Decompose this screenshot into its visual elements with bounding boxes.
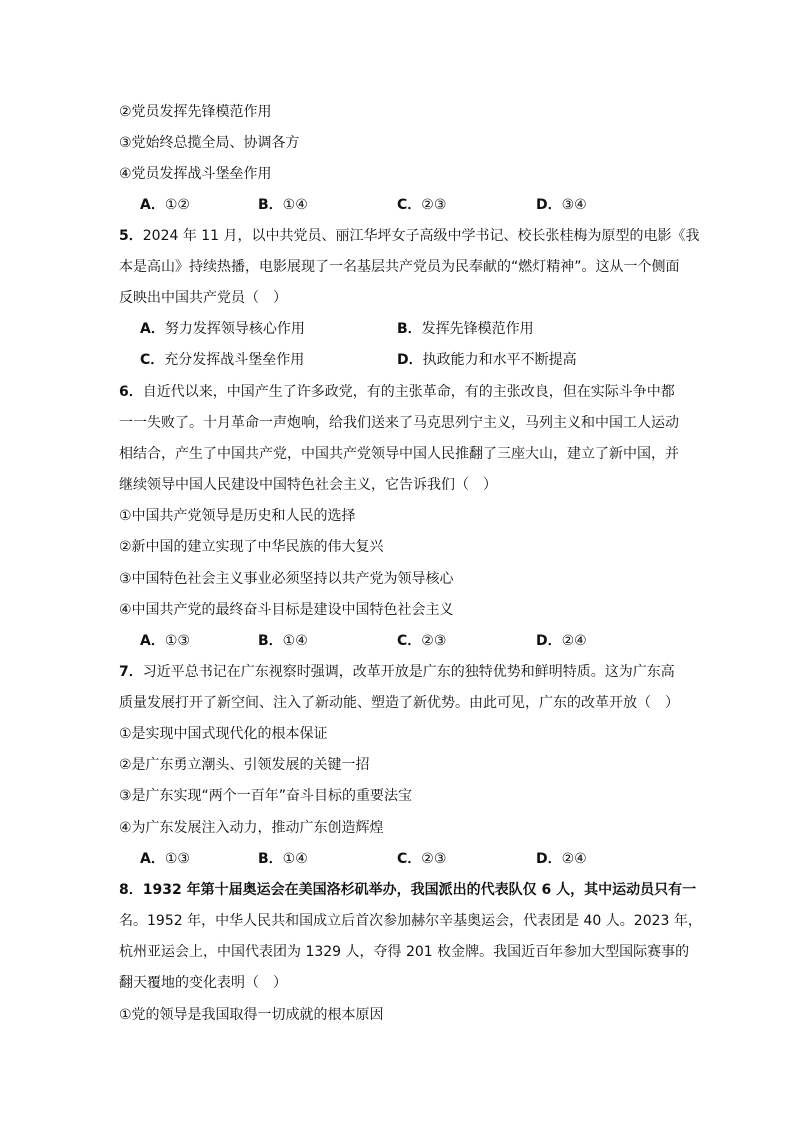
statement: ④党员发挥战斗堡垒作用 [119, 166, 272, 182]
option-b: B．①④ [258, 197, 308, 213]
question-8-line: 杭州亚运会上，中国代表团为 1329 人，夺得 201 枚金牌。我国近百年参加大型国际赛事的 [119, 944, 690, 960]
question-6-line: 继续领导中国人民建设中国特色社会主义，它告诉我们（ ） [119, 477, 497, 493]
question-6-line: 6．自近代以来，中国产生了许多政党，有的主张革命，有的主张改良，但在实际斗争中都 [119, 384, 675, 400]
option-c: C．②③ [397, 633, 447, 649]
question-number: 8． [119, 882, 143, 898]
statement: ④为广东发展注入动力，推动广东创造辉煌 [119, 820, 384, 836]
statement: ②是广东勇立潮头、引领发展的关键一招 [119, 757, 370, 773]
option-c: C．②③ [397, 851, 447, 867]
option-b: B．①④ [258, 851, 308, 867]
statement: ③是广东实现“两个一百年”奋斗目标的重要法宝 [119, 788, 413, 804]
question-6-line: 相结合，产生了中国共产党，中国共产党领导中国人民推翻了三座大山，建立了新中国，并 [119, 446, 679, 462]
option-b: B．①④ [258, 633, 308, 649]
question-7-line: 质量发展打开了新空间、注入了新动能、塑造了新优势。由此可见，广东的改革开放（ ） [119, 695, 679, 711]
question-6-line: 一一失败了。十月革命一声炮响，给我们送来了马克思列宁主义，马列主义和中国工人运动 [119, 415, 679, 431]
question-5-line: 反映出中国共产党员（ ） [119, 290, 287, 306]
option-a: A．①③ [140, 851, 190, 867]
option-b: B．发挥先锋模范作用 [397, 321, 534, 337]
question-number: 7． [119, 664, 143, 680]
question-8-line: 名。1952 年，中华人民共和国成立后首次参加赫尔辛基奥运会，代表团是 40 人。2023 年， [119, 913, 702, 929]
statement: ④中国共产党的最终奋斗目标是建设中国特色社会主义 [119, 602, 454, 618]
question-5-line: 5．2024 年 11 月，以中共党员、丽江华坪女子高级中学书记、校长张桂梅为原型的电影《我 [119, 228, 700, 244]
option-d: D．②④ [536, 633, 587, 649]
option-d: D．②④ [536, 851, 587, 867]
question-number: 5． [119, 228, 143, 244]
statement: ③党始终总揽全局、协调各方 [119, 135, 300, 151]
question-7-line: 7．习近平总书记在广东视察时强调，改革开放是广东的独特优势和鲜明特质。这为广东高 [119, 664, 675, 680]
statement: ②党员发挥先锋模范作用 [119, 104, 272, 120]
statement: ①中国共产党领导是历史和人民的选择 [119, 508, 356, 524]
question-8-line: 翻天覆地的变化表明（ ） [119, 975, 287, 991]
statement: ②新中国的建立实现了中华民族的伟大复兴 [119, 539, 384, 555]
option-a: A．努力发挥领导核心作用 [140, 321, 305, 337]
option-c: C．充分发挥战斗堡垒作用 [140, 352, 305, 368]
statement: ①是实现中国式现代化的根本保证 [119, 726, 328, 742]
option-d: D．执政能力和水平不断提高 [397, 352, 577, 368]
option-d: D．③④ [536, 197, 587, 213]
statement: ①党的领导是我国取得一切成就的根本原因 [119, 1007, 384, 1023]
option-a: A．①③ [140, 633, 190, 649]
option-a: A．①② [140, 197, 190, 213]
option-c: C．②③ [397, 197, 447, 213]
statement: ③中国特色社会主义事业必须坚持以共产党为领导核心 [119, 571, 454, 587]
question-number: 6． [119, 384, 143, 400]
question-8-line: 8．1932 年第十届奥运会在美国洛杉矶举办，我国派出的代表队仅 6 人，其中运动员只有一 [119, 882, 697, 898]
question-5-line: 本是高山》持续热播，电影展现了一名基层共产党员为民奉献的“燃灯精神”。这从一个侧面 [119, 259, 680, 275]
